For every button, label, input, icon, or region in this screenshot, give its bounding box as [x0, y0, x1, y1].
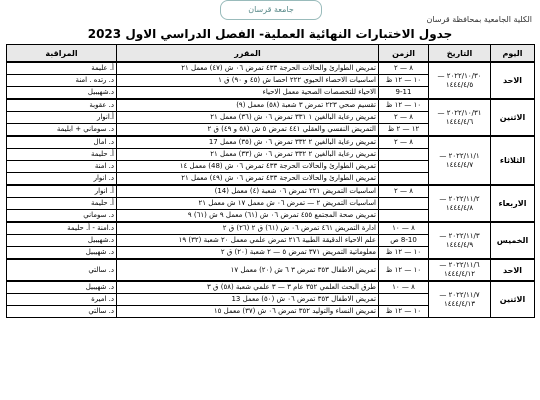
time-cell: 9-11 — [379, 87, 429, 100]
table-header-row — [7, 45, 535, 63]
college-name: الكلية الجامعية بمحافظة قرسان — [426, 15, 532, 24]
date-cell: ٢٠٢٢/١١/٦ — ١٤٤٤/٤/١٢ — [429, 259, 491, 281]
supervisor-cell: د. اميرة — [7, 294, 117, 306]
supervisor-cell: د. عقوبة — [7, 99, 117, 112]
course-cell: معلوماتية التمريض ٣٧١ تمرض ٥ — ٢ شعبة (٢٠) ق ٢ — [117, 247, 379, 260]
course-cell: تمريض الاطفال ٣٥٣ تمرض ٣ ٦ ش (٢٠) معمل ١٧ — [117, 259, 379, 281]
course-cell: تمريض رعاية البالغين ١ ٣٣١ تمرض ٠٦ ش (٣٦) معمل ٢١ — [117, 112, 379, 124]
course-cell: تمريض الطوارئ والحالات الحرجة ٤٣٣ تمرض ٠٦ ش (٤٩) معمل ٢١ — [117, 173, 379, 186]
time-cell: 8-10 ص — [379, 235, 429, 247]
table-row — [7, 185, 535, 198]
date-cell: ٢٠٢٢/١٠/٣٠ — ١٤٤٤/٤/٥ — [429, 62, 491, 99]
course-cell: تقسيم صحي ٢٢٣ تمرض ٣ شعبة (٥٨) معمل (٩) — [117, 99, 379, 112]
date-cell: ٢٠٢٢/١١/٧ — ١٤٤٤/٤/١٣ — [429, 281, 491, 318]
col-header-time: الزمن — [379, 45, 429, 63]
course-cell: ادارة التمريض ٤٦١ تمرض ٠٦ ش (٦١) ق ٢ (٢٦) ق ٢ — [117, 222, 379, 235]
supervisor-cell: أ. عليمة — [7, 62, 117, 75]
time-cell: ١٠ — ١٢ ظ — [379, 99, 429, 112]
table-row — [7, 99, 535, 112]
date-cell: ٢٠٢٢/١١/١ — ١٤٤٤/٤/٧ — [429, 136, 491, 185]
supervisor-cell: د. امال — [7, 136, 117, 149]
table-row — [7, 259, 535, 281]
day-cell: الاثنين — [491, 99, 535, 136]
date-cell: ٢٠٢٢/١١/٣ — ١٤٤٤/٤/٩ — [429, 222, 491, 259]
table-row — [7, 136, 535, 149]
course-cell: الاحياء للتخصصات الصحية معمل الاحياء — [117, 87, 379, 100]
date-cell: ٢٠٢٢/١١/٢ — ١٤٤٤/٤/٨ — [429, 185, 491, 222]
page-title: جدول الاختبارات النهائية العملية- الفصل الدراسي الاول 2023 — [87, 27, 453, 41]
day-cell: الاثنين — [491, 281, 535, 318]
table-row — [7, 62, 535, 75]
table-row — [7, 222, 535, 235]
exam-schedule-table — [6, 44, 535, 318]
col-header-day: اليوم — [491, 45, 535, 63]
supervisor-cell: أ.انوار — [7, 112, 117, 124]
time-cell — [379, 210, 429, 223]
course-cell: تمريض الطوارئ والحالات الحرجة ٤٣٣ تمرض ٠٦ ش (٤٧) معمل ٢١ — [117, 62, 379, 75]
supervisor-cell: د. شهيبيل — [7, 247, 117, 260]
time-cell: ٨ — ١٠ — [379, 222, 429, 235]
course-cell: علم الاحياء الدقيقة الطبية ٢١٦ تمرض علمي معمل ٢٠ شعبة (٣٢) ١٩ — [117, 235, 379, 247]
day-cell: الاربعاء — [491, 185, 535, 222]
course-cell: تمريض صحة المجتمع ٤٥٥ تمرض ٠٦ ش (٦١) معمل ٩ ش (٦١) ٩ — [117, 210, 379, 223]
time-cell: ٨ — ٢ — [379, 136, 429, 149]
time-cell — [379, 149, 429, 161]
course-cell: تمريض رعاية البالغين ٢ ٣٣٢ تمرض ٠٦ ش (٣٣) معمل ٢١ — [117, 149, 379, 161]
col-header-date: التاريخ — [429, 45, 491, 63]
time-cell: ٨ — ٢ — [379, 185, 429, 198]
course-cell: تمريض الاطفال ٣٥٣ تمرض ٠٦ ش (٥٠) معمل 13 — [117, 294, 379, 306]
supervisor-cell: أ. حليمة — [7, 198, 117, 210]
course-cell: اساسيات التمريض ٢٢١ تمرض ٠٦ شعبة (٤) معمل (14) — [117, 185, 379, 198]
course-cell: تمريض الطوارئ والحالات الحرجة ٤٣٣ تمرض ٠٦ ش (48) معمل ١٤ — [117, 161, 379, 173]
time-cell: ٨ — ٢ — [379, 62, 429, 75]
time-cell: ١٢ — ٢ ظ — [379, 124, 429, 137]
time-cell — [379, 198, 429, 210]
university-logo: جامعة قرسان — [220, 0, 322, 20]
course-cell: تمريض رعاية البالغين ٢ ٣٣٢ تمرض ٠٦ ش (٣٥) معمل 17 — [117, 136, 379, 149]
course-cell: التمريض النفسي والعقلي ٤٤١ تمرض ٥ ش (٥٨ و ٤٩) ق ٢ — [117, 124, 379, 137]
table-body — [7, 62, 535, 318]
course-cell: اساسيات التمريض ٢ — تمرض ٠٦ ش معمل ١٧ ش معمل ٢١ — [117, 198, 379, 210]
supervisor-cell: د. رتده . امنة — [7, 75, 117, 87]
supervisor-cell: د. سالتي — [7, 259, 117, 281]
day-cell: الثلاثاء — [491, 136, 535, 185]
date-cell: ٢٠٢٢/١٠/٣١ — ١٤٤٤/٤/٦ — [429, 99, 491, 136]
time-cell: ١٠ — ١٢ ظ — [379, 247, 429, 260]
supervisor-cell: أ. انوار — [7, 185, 117, 198]
supervisor-cell: د.شهيبيل — [7, 235, 117, 247]
time-cell: ٨ — ٢ — [379, 112, 429, 124]
col-header-supervisor: المراقبة — [7, 45, 117, 63]
course-cell: تمريض النساء والتوليد ٣٥٢ تمرض ٠٦ ش (٣٧) معمل ١٥ — [117, 306, 379, 318]
time-cell: ١٠ — ١٢ ظ — [379, 75, 429, 87]
supervisor-cell: د. شهيبيل — [7, 281, 117, 294]
supervisor-cell: د. سوماني — [7, 210, 117, 223]
supervisor-cell: د. امنة — [7, 161, 117, 173]
time-cell — [379, 173, 429, 186]
day-cell: الاحد — [491, 62, 535, 99]
time-cell — [379, 294, 429, 306]
time-cell: ٨ — ١٠ — [379, 281, 429, 294]
supervisor-cell: أ. حليمة — [7, 149, 117, 161]
supervisor-cell: د. انوار — [7, 173, 117, 186]
header — [0, 0, 540, 41]
time-cell: ١٠ — ١٢ ظ — [379, 306, 429, 318]
supervisor-cell: د. سالتي — [7, 306, 117, 318]
time-cell: ١٠ — ١٢ ظ — [379, 259, 429, 281]
course-cell: اساسيات الاحصاء الحيوي ٢٢٢ احصا ش (٤٥ و ٩٠) ق ١ — [117, 75, 379, 87]
supervisor-cell: د. سوماني + ابليمة — [7, 124, 117, 137]
supervisor-cell: د.امنة - أ. حليمة — [7, 222, 117, 235]
course-cell: طرق البحث العلمي ٣٥٢ عام ٣ — ٣ علمي شعبة (٥٨) ق ٣ — [117, 281, 379, 294]
col-header-course: المقرر — [117, 45, 379, 63]
day-cell: الاحد — [491, 259, 535, 281]
table-row — [7, 281, 535, 294]
supervisor-cell: د.شهيبيل — [7, 87, 117, 100]
day-cell: الخميس — [491, 222, 535, 259]
time-cell — [379, 161, 429, 173]
